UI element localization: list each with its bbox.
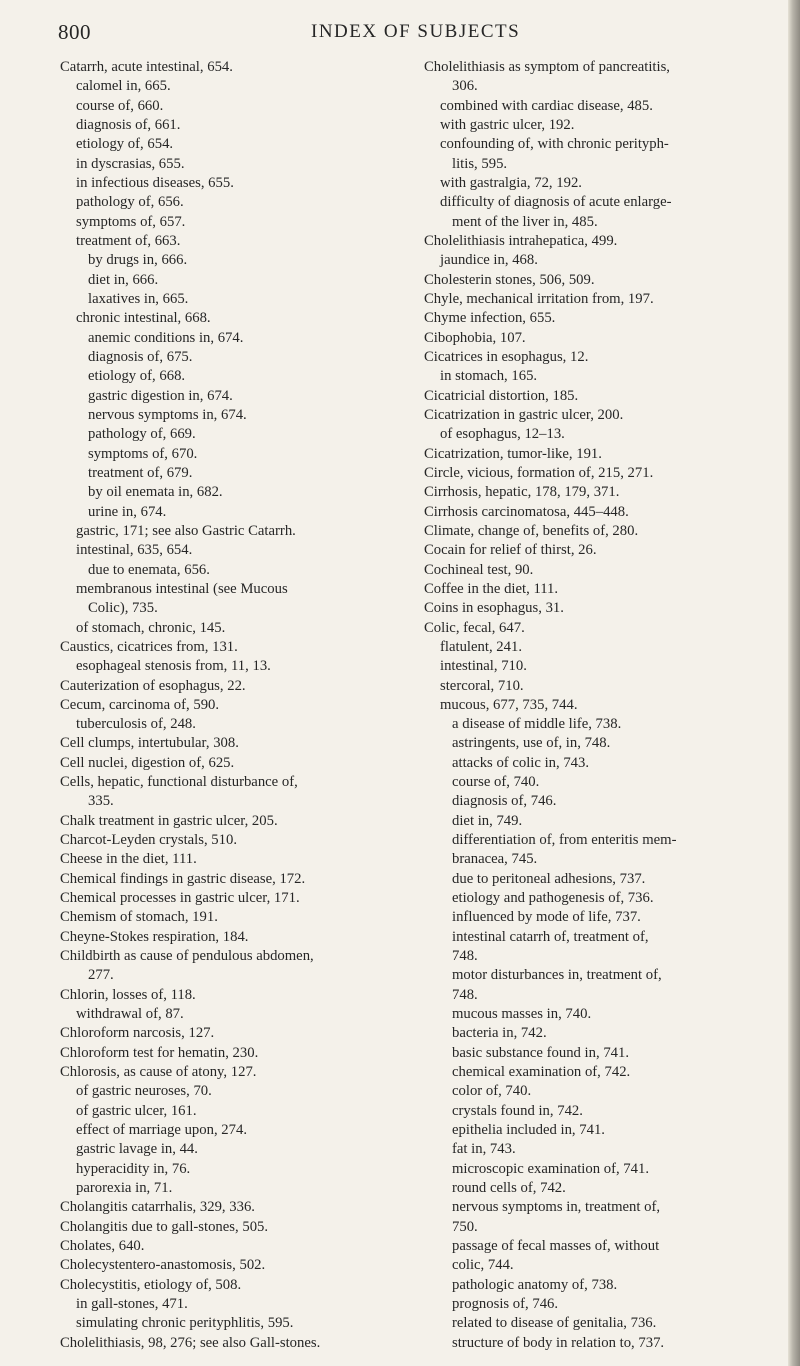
index-entry: Climate, change of, benefits of, 280. [424,522,639,539]
index-entry: Cholesterin stones, 506, 509. [424,271,595,288]
index-entry: structure of body in relation to, 737. [452,1334,665,1351]
index-entry: chronic intestinal, 668. [76,310,211,327]
index-entry: Catarrh, acute intestinal, 654. [60,59,233,75]
index-entry: course of, 740. [452,774,540,791]
index-entry: Cholangitis due to gall-stones, 505. [60,1218,269,1235]
index-column-right [424,58,774,1353]
index-entry: Chloroform test for hematin, 230. [60,1044,259,1061]
index-entry: of gastric ulcer, 161. [76,1102,197,1119]
index-entry: Chlorin, losses of, 118. [60,986,196,1003]
index-entry: pathology of, 669. [88,426,196,443]
index-entry: Cholangitis catarrhalis, 329, 336. [60,1199,255,1216]
running-head: INDEX OF SUBJECTS [311,21,521,42]
index-entry: intestinal catarrh of, treatment of, [452,928,649,945]
index-entry: Cell nuclei, digestion of, 625. [60,754,235,771]
index-entry: Cocain for relief of thirst, 26. [424,542,597,559]
index-entry: Chloroform narcosis, 127. [60,1025,215,1042]
index-entry: Cauterization of esophagus, 22. [60,677,246,694]
index-entry: epithelia included in, 741. [452,1122,605,1139]
index-entry: attacks of colic in, 743. [452,754,590,771]
index-entry: course of, 660. [76,97,164,114]
index-entry: symptoms of, 670. [88,445,198,462]
index-entry: motor disturbances in, treatment of, [452,967,662,984]
index-entry: withdrawal of, 87. [76,1006,184,1023]
index-entry: with gastralgia, 72, 192. [440,174,582,191]
index-entry: laxatives in, 665. [88,290,189,307]
index-entry: branacea, 745. [452,851,538,868]
index-entry: bacteria in, 742. [452,1025,547,1042]
index-entry: 748. [452,948,478,965]
index-entry: gastric, 171; see also Gastric Catarrh. [76,522,296,539]
index-entry: simulating chronic perityphlitis, 595. [76,1315,294,1332]
index-entry: prognosis of, 746. [452,1296,559,1312]
index-entry: 750. [452,1218,478,1235]
page-header [58,20,758,48]
index-entry: Cochineal test, 90. [424,561,534,578]
index-entry: mucous, 677, 735, 744. [440,696,578,713]
index-entry: ment of the liver in, 485. [452,213,598,230]
index-entry: differentiation of, from enteritis mem- [452,832,677,849]
index-entry: diet in, 749. [452,812,523,829]
index-entry: litis, 595. [452,155,508,172]
index-entry: Cicatrization in gastric ulcer, 200. [424,406,624,423]
index-entry: Chyme infection, 655. [424,310,556,327]
page-edge-shadow [788,0,800,1366]
index-entry: Cheese in the diet, 111. [60,851,197,868]
index-entry: Cicatrices in esophagus, 12. [424,348,589,365]
index-entry: Cholelithiasis, 98, 276; see also Gall-stones. [60,1334,321,1351]
index-entry: intestinal, 635, 654. [76,542,193,559]
index-entry: Cholates, 640. [60,1238,145,1255]
index-entry: colic, 744. [452,1257,514,1274]
index-entry: fat in, 743. [452,1141,516,1158]
index-entry: Cholelithiasis intrahepatica, 499. [424,232,618,249]
index-entry: esophageal stenosis from, 11, 13. [76,658,271,675]
index-entry: Chyle, mechanical irritation from, 197. [424,290,654,307]
index-entry: related to disease of genitalia, 736. [452,1315,657,1332]
index-entry: 277. [88,967,114,984]
index-entry: jaundice in, 468. [440,252,538,269]
index-entry: Colic), 735. [88,600,158,617]
index-entry: nervous symptoms in, treatment of, [452,1199,661,1216]
index-entry: calomel in, 665. [76,78,171,95]
index-entry: treatment of, 679. [88,464,193,481]
index-entry: Chalk treatment in gastric ulcer, 205. [60,812,278,829]
index-entry: influenced by mode of life, 737. [452,909,641,926]
index-entry: symptoms of, 657. [76,213,186,230]
index-entry: parorexia in, 71. [76,1180,173,1197]
index-entry: due to peritoneal adhesions, 737. [452,870,646,887]
index-entry: hyperacidity in, 76. [76,1160,191,1177]
index-entry: tuberculosis of, 248. [76,716,196,733]
index-entry: etiology of, 654. [76,136,174,153]
index-entry: in dyscrasias, 655. [76,155,185,172]
index-entry: of esophagus, 12–13. [440,426,565,443]
index-entry: pathologic anatomy of, 738. [452,1276,618,1293]
index-entry: 335. [88,793,114,810]
index-entry: diet in, 666. [88,271,159,288]
index-entry: flatulent, 241. [440,638,522,655]
index-entry: anemic conditions in, 674. [88,329,244,346]
index-entry: Cibophobia, 107. [424,329,526,346]
index-entry: gastric lavage in, 44. [76,1141,198,1158]
index-entry: combined with cardiac disease, 485. [440,97,653,114]
index-entry: Coins in esophagus, 31. [424,600,564,617]
index-entry: Caustics, cicatrices from, 131. [60,638,238,655]
index-entry: in stomach, 165. [440,368,538,385]
index-entry: 748. [452,986,478,1003]
index-entry: treatment of, 663. [76,232,181,249]
index-entry: of stomach, chronic, 145. [76,619,226,636]
index-entry: due to enemata, 656. [88,561,210,578]
index-entry: Cholelithiasis as symptom of pancreatitis, [424,59,670,75]
index-entry: Childbirth as cause of pendulous abdomen, [60,948,314,965]
index-entry: by oil enemata in, 682. [88,484,223,501]
index-entry: round cells of, 742. [452,1180,566,1197]
index-entry: by drugs in, 666. [88,252,188,269]
index-entry: Cicatrization, tumor-like, 191. [424,445,602,462]
index-entry: a disease of middle life, 738. [452,716,622,733]
index-entry: Charcot-Leyden crystals, 510. [60,832,238,849]
index-entry: microscopic examination of, 741. [452,1160,650,1177]
index-entry: effect of marriage upon, 274. [76,1122,248,1139]
index-entry: membranous intestinal (see Mucous [76,580,288,597]
index-entry: Colic, fecal, 647. [424,619,525,636]
index-entry: stercoral, 710. [440,677,524,694]
index-entry: Cholecystentero-anastomosis, 502. [60,1257,266,1274]
index-entry: Cecum, carcinoma of, 590. [60,696,220,713]
index-entry: confounding of, with chronic perityph- [440,136,669,153]
index-entry: intestinal, 710. [440,658,527,675]
index-entry: Chemical processes in gastric ulcer, 171. [60,890,300,907]
index-entry: of gastric neuroses, 70. [76,1083,212,1100]
index-entry: astringents, use of, in, 748. [452,735,611,752]
index-entry: crystals found in, 742. [452,1102,583,1119]
index-entry: Circle, vicious, formation of, 215, 271. [424,464,654,481]
index-entry: color of, 740. [452,1083,532,1100]
index-entry: nervous symptoms in, 674. [88,406,247,423]
page-number: 800 [58,20,91,44]
index-entry: chemical examination of, 742. [452,1064,631,1081]
index-entry: in infectious diseases, 655. [76,174,234,191]
index-entry: Cirrhosis, hepatic, 178, 179, 371. [424,484,620,501]
index-entry: mucous masses in, 740. [452,1006,592,1023]
index-entry: Chemical findings in gastric disease, 172. [60,870,306,887]
index-entry: Cirrhosis carcinomatosa, 445–448. [424,503,629,520]
index-entry: diagnosis of, 675. [88,348,193,365]
index-entry: pathology of, 656. [76,194,184,211]
index-entry: with gastric ulcer, 192. [440,116,575,133]
index-entry: Chemism of stomach, 191. [60,909,218,926]
index-entry: gastric digestion in, 674. [88,387,233,404]
index-entry: diagnosis of, 746. [452,793,557,810]
index-entry: difficulty of diagnosis of acute enlarge- [440,194,672,211]
index-entry: in gall-stones, 471. [76,1296,188,1312]
index-entry: etiology and pathogenesis of, 736. [452,890,654,907]
index-entry: Cells, hepatic, functional disturbance of, [60,774,298,791]
index-column-left [60,58,400,1353]
index-entry: Cicatricial distortion, 185. [424,387,579,404]
index-entry: Chlorosis, as cause of atony, 127. [60,1064,257,1081]
index-entry: basic substance found in, 741. [452,1044,630,1061]
index-entry: etiology of, 668. [88,368,186,385]
index-entry: Coffee in the diet, 111. [424,580,559,597]
index-entry: passage of fecal masses of, without [452,1238,660,1255]
index-entry: Cholecystitis, etiology of, 508. [60,1276,242,1293]
index-entry: urine in, 674. [88,503,167,520]
index-entry: diagnosis of, 661. [76,116,181,133]
index-entry: 306. [452,78,478,95]
index-entry: Cell clumps, intertubular, 308. [60,735,239,752]
index-entry: Cheyne-Stokes respiration, 184. [60,928,249,945]
